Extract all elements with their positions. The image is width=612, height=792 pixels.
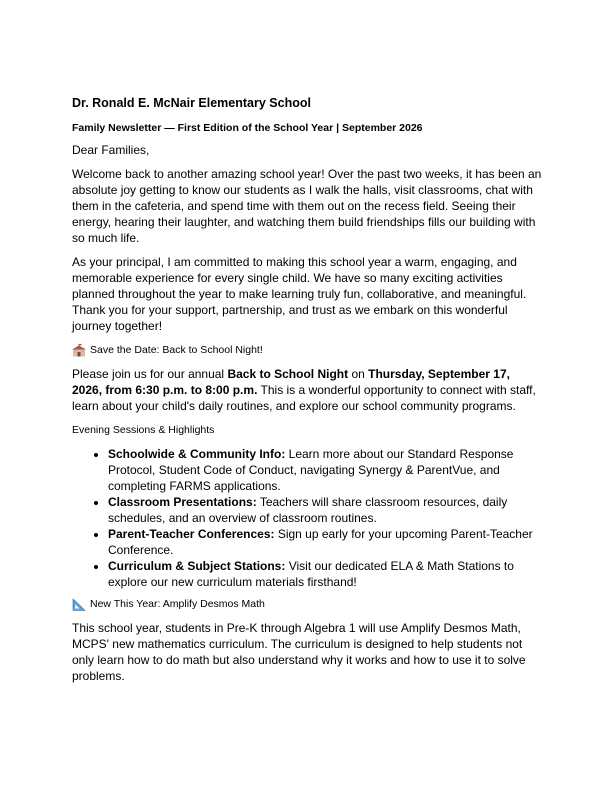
save-the-date-heading [72,342,542,358]
session-text: Teachers will share classroom resources, daily schedules, and an overview of classroom routines. [108,495,508,525]
session-text: Sign up early for your upcoming Parent-Teacher Conference. [108,527,533,557]
list-item [108,558,542,590]
sessions-heading: Evening Sessions & Highlights [72,424,215,436]
event-intro-1: Please join us for our annual [72,367,228,381]
session-title: Schoolwide & Community Info: [108,447,286,461]
school-building-icon [72,344,86,357]
amplify-desmos-paragraph: This school year, students in Pre-K through Algebra 1 will use Amplify Desmos Math, MCPS' new mathematics curriculum. The curriculum is designed to help students not only learn how to do math but also understand why it works and how to use it to solve problems. [72,621,526,683]
session-text: Learn more about our Standard Response Protocol, Student Code of Conduct, navigating Synergy & ParentVue, and completing FARMS applications. [108,447,514,493]
session-title: Classroom Presentations: [108,495,257,509]
session-text: Visit our dedicated ELA & Math Stations to explore our new curriculum materials firsthand! [108,559,514,589]
triangular-ruler-icon [72,598,86,611]
new-this-year-heading [72,596,542,612]
newsletter-edition: Family Newsletter — First Edition of the School Year | September 2026 [72,122,423,134]
school-name: Dr. Ronald E. McNair Elementary School [72,96,311,110]
principal-paragraph: As your principal, I am committed to making this school year a warm, engaging, and memorable experience for every single child. We have so many exciting activities planned throughout the year to make learning truly fun, collaborative, and meaningful. Thank you for your support, partnership, and trust as we embark on this wonderful journey together! [72,255,527,333]
event-intro-3: This is a wonderful opportunity to connect with staff, learn about your child's daily routines, and explore our school community programs. [72,383,536,413]
welcome-paragraph: Welcome back to another amazing school year! Over the past two weeks, it has been an absolute joy getting to know our students as I walk the halls, visit classrooms, chat with them in the cafeteria, and spend time with them out on the recess field. Seeing their energy, hearing their laughter, and watching them build friendships fills our building with so much life. [72,167,542,245]
list-item [108,526,542,558]
session-title: Parent-Teacher Conferences: [108,527,275,541]
event-name: Back to School Night [227,367,349,381]
sessions-list [72,446,542,590]
back-to-school-night-paragraph [72,366,542,414]
list-item [108,446,542,494]
list-item [108,494,542,526]
newsletter-content [72,94,542,692]
session-title: Curriculum & Subject Stations: [108,559,286,573]
event-time: Thursday, September 17, 2026, from 6:30 p.m. to 8:00 p.m. [72,367,510,397]
event-intro-2: on [348,367,369,381]
save-the-date-heading-text: Save the Date: Back to School Night! [90,344,263,356]
greeting: Dear Families, [72,143,150,157]
new-this-year-heading-text: New This Year: Amplify Desmos Math [90,598,265,610]
